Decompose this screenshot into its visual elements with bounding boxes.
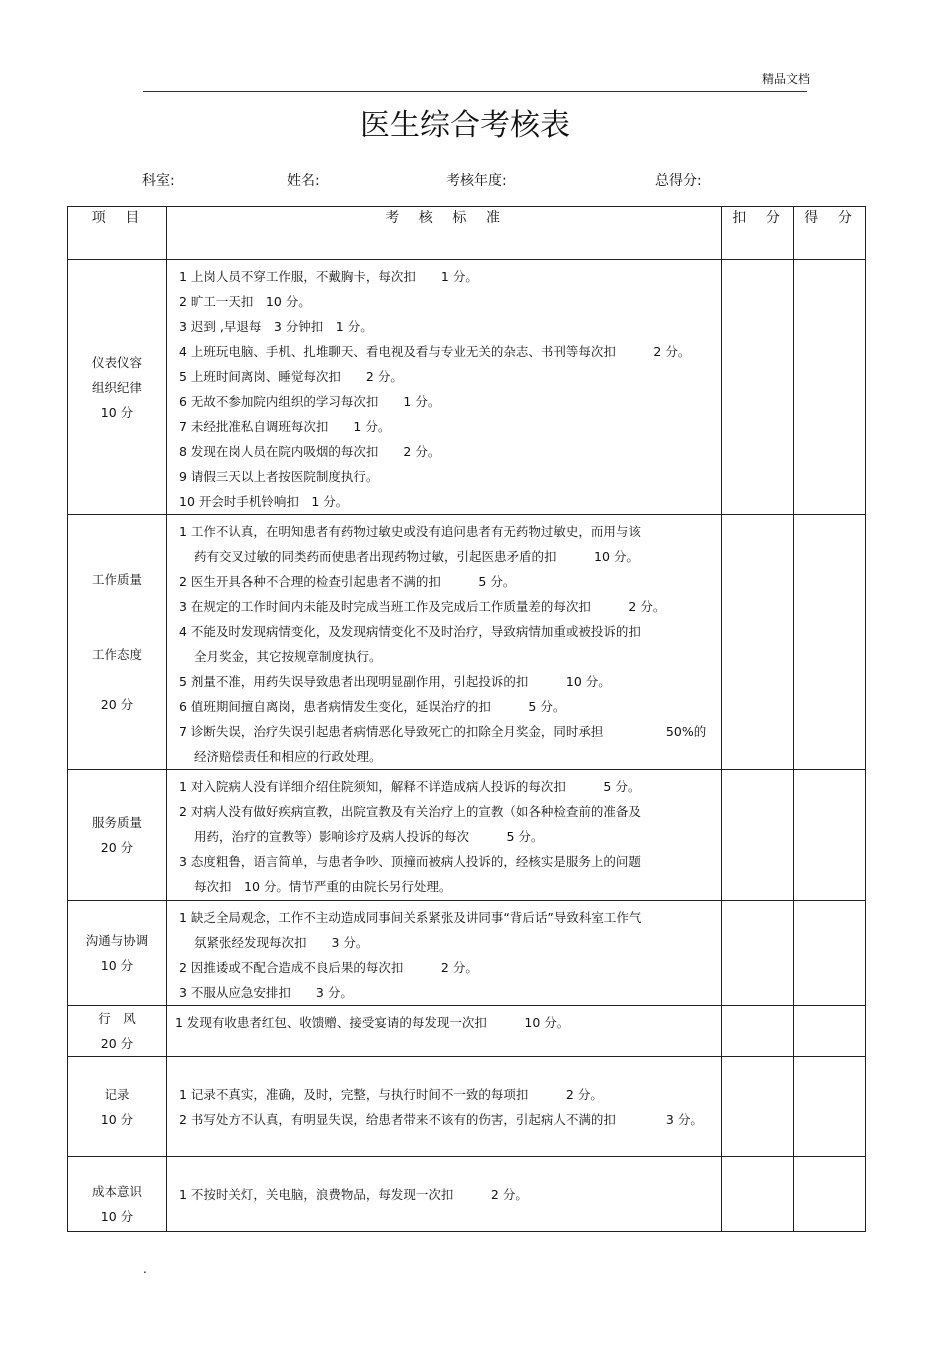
table-row (68, 1057, 866, 1157)
criteria-line: 用药，治疗的宣教等）影响诊疗及病人投诉的每次 5 分。 (194, 829, 544, 844)
criteria-cell (167, 260, 722, 515)
category-cell (68, 515, 167, 770)
criteria-line: 3 不服从应急安排扣 3 分。 (179, 985, 353, 1000)
criteria-line: 9 请假三天以上者按医院制度执行。 (179, 469, 379, 484)
score-input-cell[interactable] (794, 1157, 866, 1232)
criteria-line: 4 上班玩电脑、手机、扎堆聊天、看电视及看与专业无关的杂志、书刊等每次扣 2 分。 (179, 344, 691, 359)
category-name: 沟通与协调 (85, 933, 149, 948)
footer-dot: . (143, 1262, 147, 1276)
category-name: 工作态度 (91, 647, 142, 662)
criteria-line: 1 记录不真实，准确，及时，完整，与执行时间不一致的每项扣 2 分。 (179, 1086, 603, 1102)
column-header-item: 项 目 (68, 207, 167, 260)
category-points: 10 分 (100, 1111, 134, 1127)
criteria-line: 2 书写处方不认真，有明显失误，给患者带来不该有的伤害，引起病人不满的扣 3 分。 (179, 1111, 703, 1127)
category-name: 服务质量 (91, 815, 142, 830)
criteria-line: 2 因推诿或不配合造成不良后果的每次扣 2 分。 (179, 960, 478, 975)
criteria-line: 1 工作不认真，在明知患者有药物过敏史或没有追问患者有无药物过敏史，而用与该 (179, 524, 641, 539)
category-points: 10 分 (100, 958, 134, 973)
assessment-table (67, 206, 866, 1232)
category-cell (68, 260, 167, 515)
category-points: 20 分 (100, 1036, 134, 1051)
criteria-line: 7 未经批准私自调班每次扣 1 分。 (179, 419, 391, 434)
criteria-line: 3 态度粗鲁，语言简单，与患者争吵、顶撞而被病人投诉的，经核实是服务上的问题 (179, 854, 641, 869)
score-input-cell[interactable] (794, 901, 866, 1006)
criteria-line: 5 上班时间离岗、睡觉每次扣 2 分。 (179, 369, 403, 384)
criteria-line: 氛紧张经发现每次扣 3 分。 (194, 935, 369, 950)
deduct-input-cell[interactable] (722, 1006, 794, 1057)
deduct-input-cell[interactable] (722, 515, 794, 770)
criteria-line: 1 缺乏全局观念，工作不主动造成同事间关系紧张及讲同事“背后话”导致科室工作气 (179, 910, 642, 925)
criteria-cell (167, 1157, 722, 1232)
category-name: 成本意识 (91, 1184, 142, 1199)
criteria-line: 4 不能及时发现病情变化，及发现病情变化不及时治疗，导致病情加重或被投诉的扣 (179, 624, 641, 639)
category-cell (68, 1157, 167, 1232)
category-spacer (68, 592, 166, 617)
deduct-input-cell[interactable] (722, 1157, 794, 1232)
criteria-cell (167, 1057, 722, 1157)
criteria-line: 药有交叉过敏的同类药而使患者出现药物过敏，引起医患矛盾的扣 10 分。 (194, 549, 639, 564)
watermark-label: 精品文档 (761, 72, 810, 86)
criteria-line: 7 诊断失误，治疗失误引起患者病情恶化导致死亡的扣除全月奖金，同时承担 50%的 (179, 724, 707, 739)
deduct-input-cell[interactable] (722, 770, 794, 901)
criteria-line: 1 上岗人员不穿工作服，不戴胸卡，每次扣 1 分。 (179, 269, 478, 284)
deduct-input-cell[interactable] (722, 260, 794, 515)
category-points: 20 分 (100, 840, 134, 855)
criteria-line: 6 无故不参加院内组织的学习每次扣 1 分。 (179, 394, 441, 409)
category-name: 行 风 (98, 1011, 136, 1026)
category-cell (68, 770, 167, 901)
category-cell (68, 1057, 167, 1157)
criteria-line: 1 对入院病人没有详细介绍住院须知，解释不详造成病人投诉的每次扣 5 分。 (179, 779, 641, 794)
table-header-row (68, 207, 866, 260)
category-points: 10 分 (100, 404, 134, 420)
dept-label: 科室: (142, 173, 175, 189)
category-name: 记录 (104, 1086, 130, 1102)
criteria-line: 1 不按时关灯，关电脑，浪费物品，每发现一次扣 2 分。 (179, 1186, 528, 1202)
category-cell (68, 1006, 167, 1057)
criteria-cell (167, 770, 722, 901)
name-label: 姓名: (287, 173, 320, 189)
criteria-line: 10 开会时手机铃响扣 1 分。 (179, 494, 349, 509)
category-name: 工作质量 (91, 572, 142, 587)
column-header-score: 得 分 (794, 207, 866, 260)
criteria-line: 6 值班期间擅自离岗，患者病情发生变化，延误治疗的扣 5 分。 (179, 699, 566, 714)
score-input-cell[interactable] (794, 1006, 866, 1057)
deduct-input-cell[interactable] (722, 901, 794, 1006)
header-rule (143, 91, 807, 92)
score-input-cell[interactable] (794, 1057, 866, 1157)
table-row (68, 770, 866, 901)
column-header-criteria: 考 核 标 准 (167, 207, 722, 260)
score-input-cell[interactable] (794, 515, 866, 770)
criteria-line: 2 医生开具各种不合理的检查引起患者不满的扣 5 分。 (179, 574, 516, 589)
category-spacer (68, 617, 166, 642)
table-row (68, 1006, 866, 1057)
category-cell (68, 901, 167, 1006)
criteria-line: 经济赔偿责任和相应的行政处理。 (194, 749, 382, 764)
criteria-line: 5 剂量不准，用药失误导致患者出现明显副作用，引起投诉的扣 10 分。 (179, 674, 611, 689)
criteria-line: 3 在规定的工作时间内未能及时完成当班工作及完成后工作质量差的每次扣 2 分。 (179, 599, 666, 614)
score-input-cell[interactable] (794, 770, 866, 901)
category-spacer (68, 667, 166, 692)
criteria-cell (167, 901, 722, 1006)
criteria-line: 8 发现在岗人员在院内吸烟的每次扣 2 分。 (179, 444, 441, 459)
category-points: 20 分 (100, 697, 134, 712)
table-row (68, 515, 866, 770)
criteria-line: 3 迟到 ,早退每 3 分钟扣 1 分。 (179, 319, 373, 334)
criteria-line: 1 发现有收患者红包、收馈赠、接受宴请的每发现一次扣 10 分。 (175, 1015, 570, 1030)
criteria-cell (167, 515, 722, 770)
year-label: 考核年度: (446, 173, 507, 189)
table-row (68, 260, 866, 515)
column-header-deduct: 扣 分 (722, 207, 794, 260)
criteria-cell (167, 1006, 722, 1057)
deduct-input-cell[interactable] (722, 1057, 794, 1157)
criteria-line: 全月奖金，其它按规章制度执行。 (194, 649, 382, 664)
table-row (68, 1157, 866, 1232)
criteria-line: 2 对病人没有做好疾病宣教，出院宣教及有关治疗上的宣教（如各种检查前的准备及 (179, 804, 641, 819)
criteria-line: 2 旷工一天扣 10 分。 (179, 294, 311, 309)
table-row (68, 901, 866, 1006)
score-input-cell[interactable] (794, 260, 866, 515)
page-title: 医生综合考核表 (360, 108, 570, 143)
total-score-label: 总得分: (655, 173, 702, 189)
criteria-line: 每次扣 10 分。情节严重的由院长另行处理。 (194, 879, 452, 894)
category-name: 组织纪律 (91, 379, 142, 395)
category-name: 仪表仪容 (91, 354, 142, 370)
category-points: 10 分 (100, 1209, 134, 1224)
